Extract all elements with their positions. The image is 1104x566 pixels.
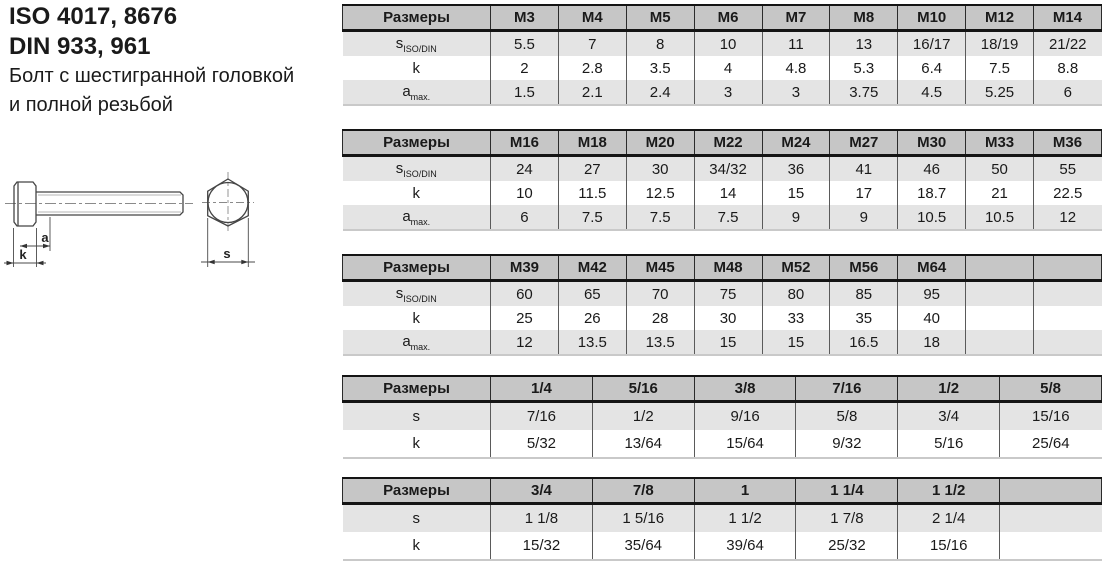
table-header-label: Размеры [343, 255, 491, 281]
column-header: M33 [966, 130, 1034, 156]
table-cell: 7 [558, 31, 626, 57]
table-cell: 3.5 [626, 56, 694, 80]
dimension-table [342, 477, 1102, 561]
column-header: M12 [966, 5, 1034, 31]
subtitle-line-1: Болт с шестигранной головкой [9, 65, 295, 87]
table-cell: 16.5 [830, 330, 898, 355]
table-cell: 1/2 [592, 402, 694, 431]
row-label: $s_{ISO/DIN}$ [343, 281, 491, 307]
table-cell [1034, 330, 1102, 355]
table-header-label: Размеры [343, 5, 491, 31]
table-cell: 60 [491, 281, 559, 307]
table-cell: 50 [966, 156, 1034, 182]
table-cell: 12 [1034, 205, 1102, 230]
column-header: M20 [626, 130, 694, 156]
table-cell: 8.8 [1034, 56, 1102, 80]
table-cell: 85 [830, 281, 898, 307]
column-header: M18 [558, 130, 626, 156]
table-row [343, 402, 1102, 431]
table-cell: 2.1 [558, 80, 626, 105]
table-cell: 6 [491, 205, 559, 230]
table-cell: 5/32 [491, 430, 593, 458]
column-header: M42 [558, 255, 626, 281]
row-label: $a_{max.}$ [343, 330, 491, 355]
table-cell: 1.5 [491, 80, 559, 105]
table-row [343, 156, 1102, 182]
standard-title-din: DIN 933, 961 [9, 33, 151, 60]
table-cell: 3 [762, 80, 830, 105]
table-cell: 2.4 [626, 80, 694, 105]
table-cell: 75 [694, 281, 762, 307]
table-cell: 33 [762, 306, 830, 330]
row-label: s [343, 504, 491, 533]
table-cell: 15/32 [491, 532, 593, 560]
table-cell: 10.5 [966, 205, 1034, 230]
column-header: 1/2 [898, 376, 1000, 402]
column-header: M6 [694, 5, 762, 31]
table-cell: 1 1/2 [694, 504, 796, 533]
table-cell: 1 7/8 [796, 504, 898, 533]
table-cell: 7.5 [694, 205, 762, 230]
dim-label-k: k [19, 247, 27, 262]
table-row [343, 532, 1102, 560]
column-header: M14 [1034, 5, 1102, 31]
column-header: M8 [830, 5, 898, 31]
row-label: k [343, 181, 491, 205]
table-cell [966, 281, 1034, 307]
column-header: M22 [694, 130, 762, 156]
table-cell: 3 [694, 80, 762, 105]
bolt-side-view [14, 182, 183, 226]
table-cell: 11.5 [558, 181, 626, 205]
table-cell: 46 [898, 156, 966, 182]
table-cell: 15 [694, 330, 762, 355]
table-cell [1034, 306, 1102, 330]
table-cell: 39/64 [694, 532, 796, 560]
table-row [343, 306, 1102, 330]
table-cell [966, 330, 1034, 355]
bolt-technical-drawing [0, 164, 300, 284]
table-cell: 3.75 [830, 80, 898, 105]
table-cell: 5/16 [898, 430, 1000, 458]
table-cell: 41 [830, 156, 898, 182]
table-cell: 24 [491, 156, 559, 182]
table-cell: 25 [491, 306, 559, 330]
table-cell: 15 [762, 330, 830, 355]
table-row [343, 80, 1102, 105]
column-header: M5 [626, 5, 694, 31]
size-table-inch-large [342, 477, 1102, 561]
column-header: M48 [694, 255, 762, 281]
column-header: M3 [491, 5, 559, 31]
table-cell: 13 [830, 31, 898, 57]
table-header-label: Размеры [343, 130, 491, 156]
table-cell: 7.5 [626, 205, 694, 230]
table-cell: 95 [898, 281, 966, 307]
standard-title-iso: ISO 4017, 8676 [9, 3, 178, 30]
table-cell: 40 [898, 306, 966, 330]
table-cell: 15/64 [694, 430, 796, 458]
row-label: $s_{ISO/DIN}$ [343, 156, 491, 182]
table-cell: 36 [762, 156, 830, 182]
table-cell: 2.8 [558, 56, 626, 80]
table-row [343, 205, 1102, 230]
table-cell: 5.25 [966, 80, 1034, 105]
table-cell: 13/64 [592, 430, 694, 458]
table-cell: 15/16 [1000, 402, 1102, 431]
table-cell: 11 [762, 31, 830, 57]
column-header: 1/4 [491, 376, 593, 402]
column-header: 7/16 [796, 376, 898, 402]
row-label: $a_{max.}$ [343, 80, 491, 105]
column-header: M45 [626, 255, 694, 281]
table-cell: 10 [694, 31, 762, 57]
size-table-metric-medium [342, 129, 1102, 231]
row-label: k [343, 306, 491, 330]
table-cell: 2 1/4 [898, 504, 1000, 533]
subtitle-line-2: и полной резьбой [9, 94, 173, 116]
table-cell: 6.4 [898, 56, 966, 80]
table-cell: 35/64 [592, 532, 694, 560]
table-cell: 9/32 [796, 430, 898, 458]
table-cell: 35 [830, 306, 898, 330]
table-row [343, 31, 1102, 57]
table-cell: 80 [762, 281, 830, 307]
column-header: 1 1/2 [898, 478, 1000, 504]
table-cell: 12 [491, 330, 559, 355]
table-cell: 14 [694, 181, 762, 205]
dimension-table [342, 375, 1102, 459]
table-cell: 34/32 [694, 156, 762, 182]
table-cell: 1 5/16 [592, 504, 694, 533]
table-cell: 22.5 [1034, 181, 1102, 205]
column-header: 5/8 [1000, 376, 1102, 402]
column-header: 5/16 [592, 376, 694, 402]
dimension-table [342, 4, 1102, 106]
column-header: M27 [830, 130, 898, 156]
table-cell: 7.5 [558, 205, 626, 230]
column-header [966, 255, 1034, 281]
column-header [1034, 255, 1102, 281]
table-cell: 25/64 [1000, 430, 1102, 458]
row-label: $a_{max.}$ [343, 205, 491, 230]
column-header: M16 [491, 130, 559, 156]
row-label: k [343, 56, 491, 80]
dimension-arrows [7, 244, 51, 265]
column-header: 3/8 [694, 376, 796, 402]
table-cell: 9 [830, 205, 898, 230]
size-table-metric-large [342, 254, 1102, 356]
table-cell: 13.5 [626, 330, 694, 355]
table-cell: 6 [1034, 80, 1102, 105]
row-label: k [343, 430, 491, 458]
table-cell: 12.5 [626, 181, 694, 205]
table-header-label: Размеры [343, 478, 491, 504]
table-cell: 10 [491, 181, 559, 205]
dim-label-s: s [223, 246, 231, 261]
table-cell: 9/16 [694, 402, 796, 431]
table-cell: 4.8 [762, 56, 830, 80]
table-cell: 15/16 [898, 532, 1000, 560]
column-header: M56 [830, 255, 898, 281]
column-header: 1 1/4 [796, 478, 898, 504]
table-row [343, 281, 1102, 307]
table-cell: 17 [830, 181, 898, 205]
column-header: M52 [762, 255, 830, 281]
size-table-metric-small [342, 4, 1102, 106]
table-cell: 10.5 [898, 205, 966, 230]
table-cell: 18.7 [898, 181, 966, 205]
column-header: 1 [694, 478, 796, 504]
column-header: 3/4 [491, 478, 593, 504]
column-header: M10 [898, 5, 966, 31]
size-table-inch-small [342, 375, 1102, 459]
table-cell: 2 [491, 56, 559, 80]
table-cell: 25/32 [796, 532, 898, 560]
table-cell: 9 [762, 205, 830, 230]
table-cell: 7.5 [966, 56, 1034, 80]
table-cell: 16/17 [898, 31, 966, 57]
table-row [343, 330, 1102, 355]
column-header: 7/8 [592, 478, 694, 504]
dim-label-a: a [41, 230, 49, 245]
column-header: M64 [898, 255, 966, 281]
table-cell: 8 [626, 31, 694, 57]
row-label: $s_{ISO/DIN}$ [343, 31, 491, 57]
table-cell: 26 [558, 306, 626, 330]
dimension-table [342, 129, 1102, 231]
table-cell: 18/19 [966, 31, 1034, 57]
row-label: k [343, 532, 491, 560]
column-header: M24 [762, 130, 830, 156]
table-row [343, 181, 1102, 205]
table-header-label: Размеры [343, 376, 491, 402]
table-cell: 5.5 [491, 31, 559, 57]
table-cell: 55 [1034, 156, 1102, 182]
table-cell: 21 [966, 181, 1034, 205]
column-header: M4 [558, 5, 626, 31]
column-header [1000, 478, 1102, 504]
table-cell: 15 [762, 181, 830, 205]
table-cell: 4 [694, 56, 762, 80]
table-cell: 3/4 [898, 402, 1000, 431]
table-cell [1000, 532, 1102, 560]
table-cell: 30 [626, 156, 694, 182]
dimension-table [342, 254, 1102, 356]
table-row [343, 430, 1102, 458]
table-cell: 7/16 [491, 402, 593, 431]
table-row [343, 56, 1102, 80]
row-label: s [343, 402, 491, 431]
table-row [343, 504, 1102, 533]
table-cell: 4.5 [898, 80, 966, 105]
column-header: M39 [491, 255, 559, 281]
table-cell: 5.3 [830, 56, 898, 80]
table-cell: 1 1/8 [491, 504, 593, 533]
table-cell: 18 [898, 330, 966, 355]
column-header: M36 [1034, 130, 1102, 156]
table-cell: 21/22 [1034, 31, 1102, 57]
table-cell: 5/8 [796, 402, 898, 431]
table-cell: 70 [626, 281, 694, 307]
table-cell: 65 [558, 281, 626, 307]
table-cell [966, 306, 1034, 330]
table-cell: 27 [558, 156, 626, 182]
table-cell [1000, 504, 1102, 533]
title-block [9, 2, 294, 120]
table-cell [1034, 281, 1102, 307]
table-cell: 13.5 [558, 330, 626, 355]
table-cell: 28 [626, 306, 694, 330]
column-header: M7 [762, 5, 830, 31]
table-cell: 30 [694, 306, 762, 330]
column-header: M30 [898, 130, 966, 156]
